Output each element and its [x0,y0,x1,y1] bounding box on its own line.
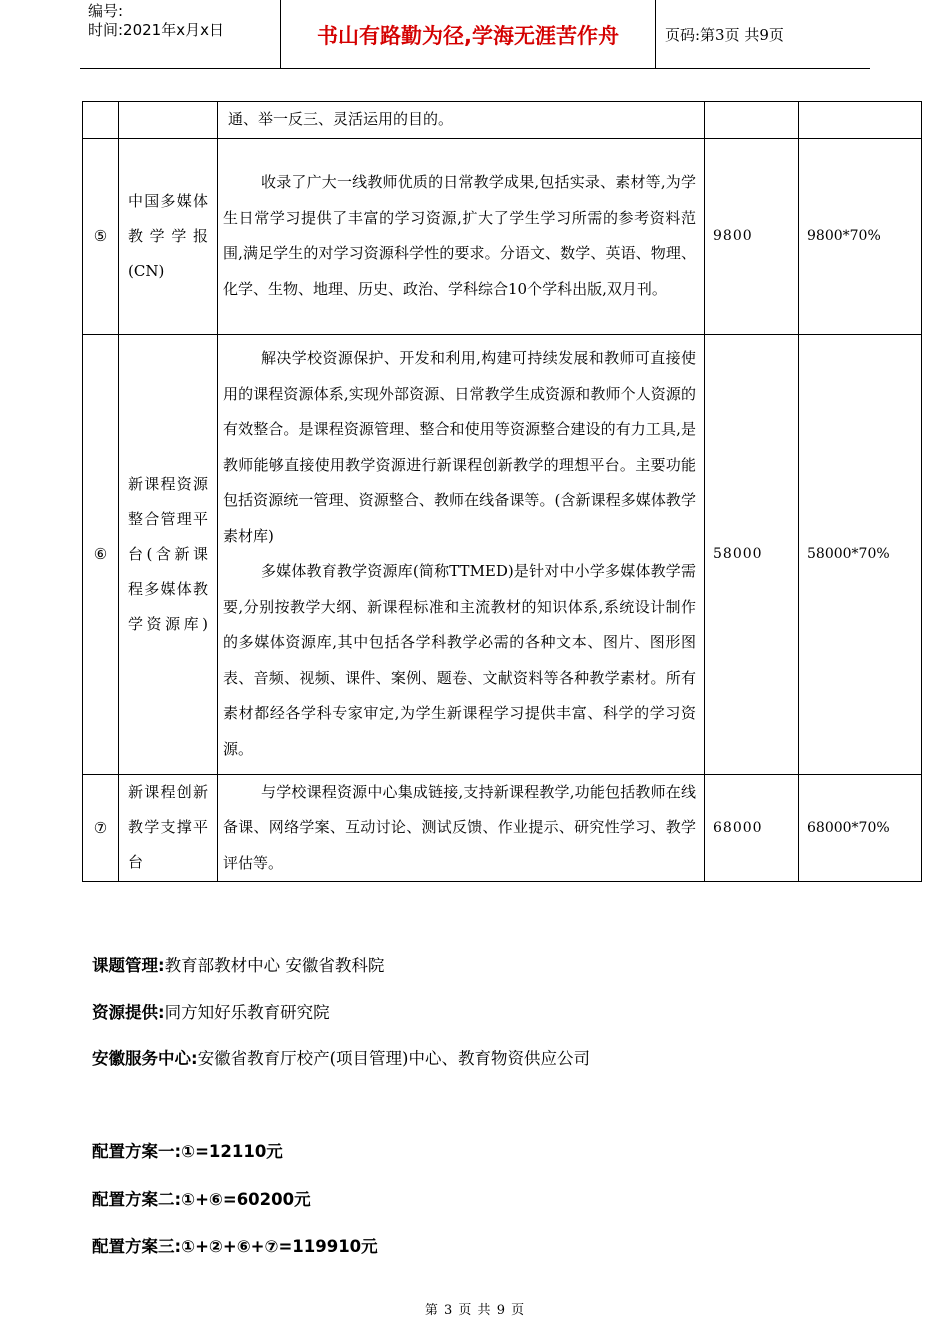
info-value: 同方知好乐教育研究院 [164,1003,330,1022]
plan-two: 配置方案二:①+⑥=60200元 [92,1190,311,1209]
row-name [119,102,218,139]
table-row [83,138,922,334]
table-row [83,774,922,882]
row-number: ⑦ [83,774,119,882]
row-discount [799,102,922,139]
row-price: 9800 [705,138,799,334]
row-name: 新课程资源整合管理平台(含新课程多媒体教学资源库) [119,334,218,774]
plan-one: 配置方案一:①=12110元 [92,1142,283,1161]
info-label: 安徽服务中心: [92,1049,198,1068]
number-label: 编号: [88,2,124,20]
row-number: ⑥ [83,334,119,774]
info-management [92,952,384,976]
row-discount: 58000*70% [799,334,922,774]
row-description: 解决学校资源保护、开发和利用,构建可持续发展和教师可直接使用的课程资源体系,实现外部资源、日常教学生成资源和教师个人资源的有效整合。是课程资源管理、整合和使用等资源整合建设的有力工具,是教师能够直接使用教学资源进行新课程创新教学的理想平台。主要功能包括资源统一管理、资源整合、教师在线备课等。(含新课程多媒体教学素材库) 多媒体教育教学资源库(简称TTMED)是针对中小学多媒体教学需要,分别按教学大纲、新课程标准和主流教材的知识体系,系统设计制作的多媒体资源库,其中包括各学科教学必需的各种文本、图片、图形图表、音频、视频、课件、案例、题卷、文献资料等各种教学素材。所有素材都经各学科专家审定,为学生新课程学习提供丰富、科学的学习资源。 [218,334,705,774]
time-label: 时间:2021年x月x日 [88,21,224,39]
row-price: 58000 [705,334,799,774]
row-description: 与学校课程资源中心集成链接,支持新课程教学,功能包括教师在线备课、网络学案、互动讨论、测试反馈、作业提示、研究性学习、教学评估等。 [218,774,705,882]
page-footer: 第 3 页 共 9 页 [424,1303,526,1318]
info-label: 资源提供: [92,1003,165,1022]
header-motto: 书山有路勤为径,学海无涯苦作舟 [317,24,619,48]
row-description: 通、举一反三、灵活运用的目的。 [218,102,705,139]
row-discount: 68000*70% [799,774,922,882]
header-divider [655,0,656,68]
row-name: 中国多媒体教学学报(CN) [119,138,218,334]
table-row [83,102,922,139]
header-page-code: 页码:第3页 共9页 [665,26,784,44]
row-name: 新课程创新教学支撑平台 [119,774,218,882]
product-table [82,101,922,882]
page-header [80,0,870,69]
info-value: 教育部教材中心 安徽省教科院 [164,956,385,975]
row-number: ⑤ [83,138,119,334]
row-price [705,102,799,139]
info-resource [92,999,330,1023]
row-price: 68000 [705,774,799,882]
row-discount: 9800*70% [799,138,922,334]
row-number [83,102,119,139]
info-service-center [92,1045,590,1069]
plan-three: 配置方案三:①+②+⑥+⑦=119910元 [92,1237,378,1256]
header-meta [88,2,280,68]
row-description: 收录了广大一线教师优质的日常教学成果,包括实录、素材等,为学生日常学习提供了丰富的学习资源,扩大了学生学习所需的参考资料范围,满足学生的对学习资源科学性的要求。分语文、数学、英语、物理、化学、生物、地理、历史、政治、学科综合10个学科出版,双月刊。 [218,138,705,334]
info-label: 课题管理: [92,956,165,975]
info-value: 安徽省教育厅校产(项目管理)中心、教育物资供应公司 [197,1049,590,1068]
table-row [83,334,922,774]
